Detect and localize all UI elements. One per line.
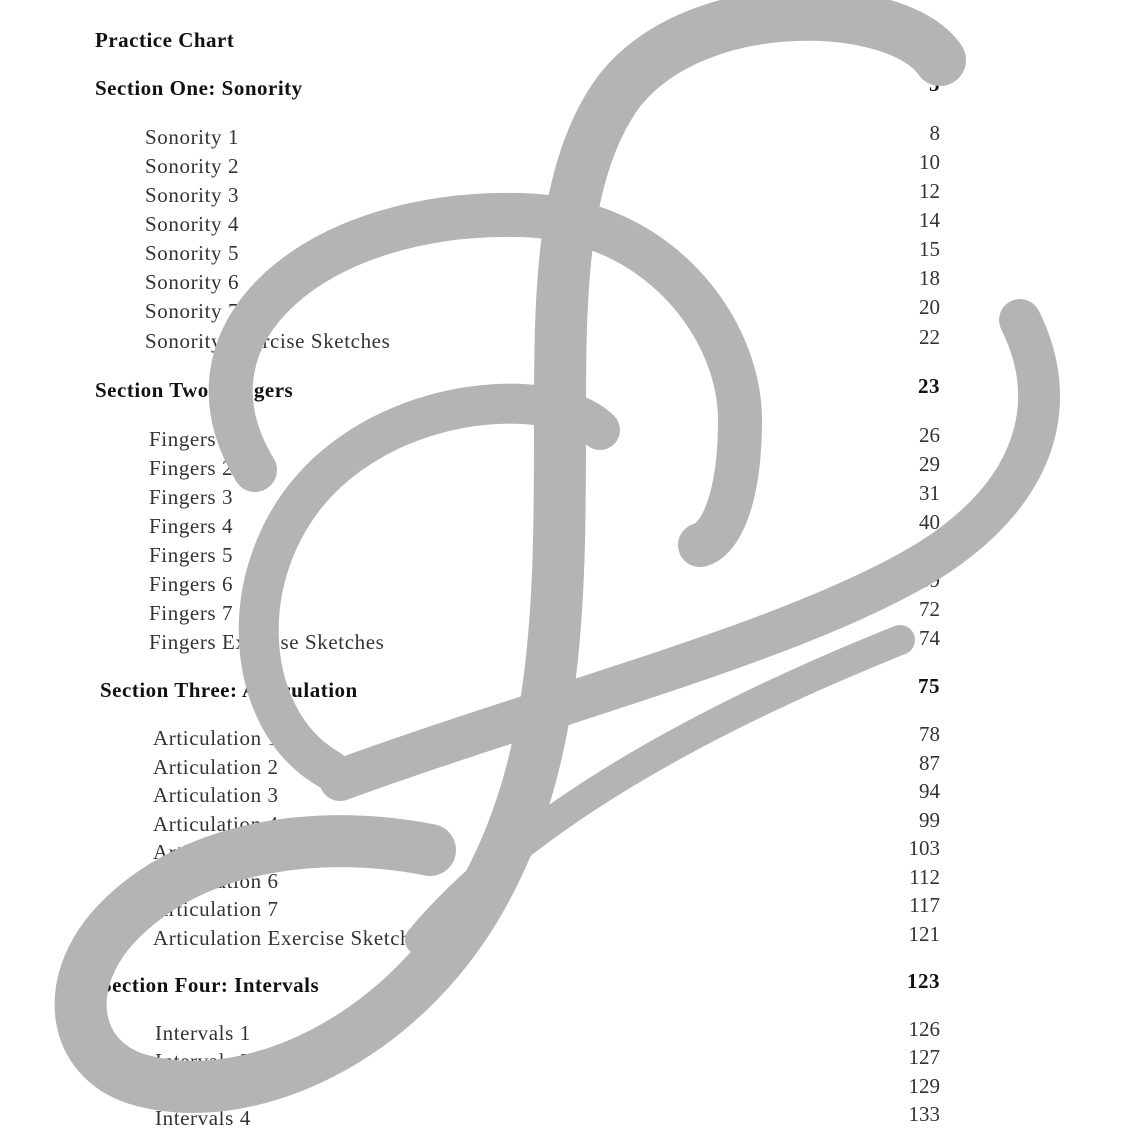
toc-entry: Sonority 6 (145, 270, 240, 294)
toc-page-number: 117 (909, 893, 940, 917)
toc-page-number: 12 (919, 179, 940, 203)
toc-entry: Fingers 6 (149, 572, 234, 596)
toc-entry: Fingers 1 (149, 427, 234, 451)
toc-page-number: 72 (919, 597, 940, 621)
toc-page-number: 8 (929, 121, 940, 145)
toc-page-number: 75 (918, 674, 940, 698)
toc-page-number: 20 (919, 295, 940, 319)
toc-entry: Sonority 1 (145, 125, 240, 149)
toc-entry: Sonority 2 (145, 154, 240, 178)
toc-entry: Articulation 5 (153, 840, 279, 864)
toc-entry: Sonority Exercise Sketches (145, 329, 391, 353)
toc-page-number: 49 (919, 539, 940, 563)
toc-page-number: 129 (908, 1074, 940, 1098)
toc-entry: Intervals 1 (155, 1021, 251, 1045)
toc-page-number: 87 (919, 751, 940, 775)
toc-page-number: 40 (919, 510, 940, 534)
toc-entry: Articulation 2 (153, 755, 279, 779)
toc-entry: Articulation 7 (153, 897, 279, 921)
toc-page-number: 18 (919, 266, 940, 290)
toc-entry: Intervals 2 (155, 1049, 251, 1073)
toc-page-number: 69 (919, 568, 940, 592)
toc-entry: Articulation 4 (153, 812, 279, 836)
toc-page-number: 10 (919, 150, 940, 174)
toc-page-number: 127 (908, 1045, 940, 1069)
toc-section-title: Practice Chart (95, 28, 235, 52)
toc-section-title: Section One: Sonority (95, 76, 303, 100)
toc-page-number: 99 (919, 808, 940, 832)
toc-page-number: 15 (919, 237, 940, 261)
toc-entry: Fingers Exercise Sketches (149, 630, 385, 654)
toc-entry: Intervals 3 (155, 1078, 251, 1102)
toc-entry: Articulation 6 (153, 869, 279, 893)
toc-page-number: 3 (929, 24, 940, 48)
toc-entry: Sonority 7 (145, 299, 240, 323)
toc-entry: Articulation 3 (153, 783, 279, 807)
toc-page-number: 14 (919, 208, 940, 232)
toc-page-number: 26 (919, 423, 940, 447)
toc-page-number: 74 (919, 626, 940, 650)
toc-page-number: 121 (908, 922, 940, 946)
toc-section-title: Section Two: Fingers (95, 378, 294, 402)
toc-entry: Fingers 5 (149, 543, 234, 567)
toc-page-number: 23 (918, 374, 940, 398)
toc-page-number: 94 (919, 779, 940, 803)
toc-entry: Fingers 7 (149, 601, 234, 625)
toc-entry: Articulation 1 (153, 726, 279, 750)
toc-entry: Articulation Exercise Sketches (153, 926, 430, 950)
toc-entry: Fingers 3 (149, 485, 234, 509)
toc-section-title: Section Three: Articulation (100, 678, 358, 702)
toc-section-title: Section Four: Intervals (100, 973, 320, 997)
toc-page-number: 123 (907, 969, 940, 993)
toc-page-number: 78 (919, 722, 940, 746)
toc-page-number: 22 (919, 325, 940, 349)
toc-page-number: 126 (908, 1017, 940, 1041)
toc-page-number: 112 (909, 865, 940, 889)
toc-entry: Fingers 2 (149, 456, 234, 480)
toc-entry: Sonority 4 (145, 212, 240, 236)
toc-page-number: 133 (908, 1102, 940, 1126)
toc-page-number: 5 (929, 72, 940, 96)
toc-entry: Intervals 4 (155, 1106, 251, 1130)
toc-page-number: 103 (908, 836, 940, 860)
toc-page-number: 29 (919, 452, 940, 476)
toc-entry: Sonority 3 (145, 183, 240, 207)
toc-page-number: 31 (919, 481, 940, 505)
toc-entry: Sonority 5 (145, 241, 240, 265)
toc-entry: Fingers 4 (149, 514, 234, 538)
